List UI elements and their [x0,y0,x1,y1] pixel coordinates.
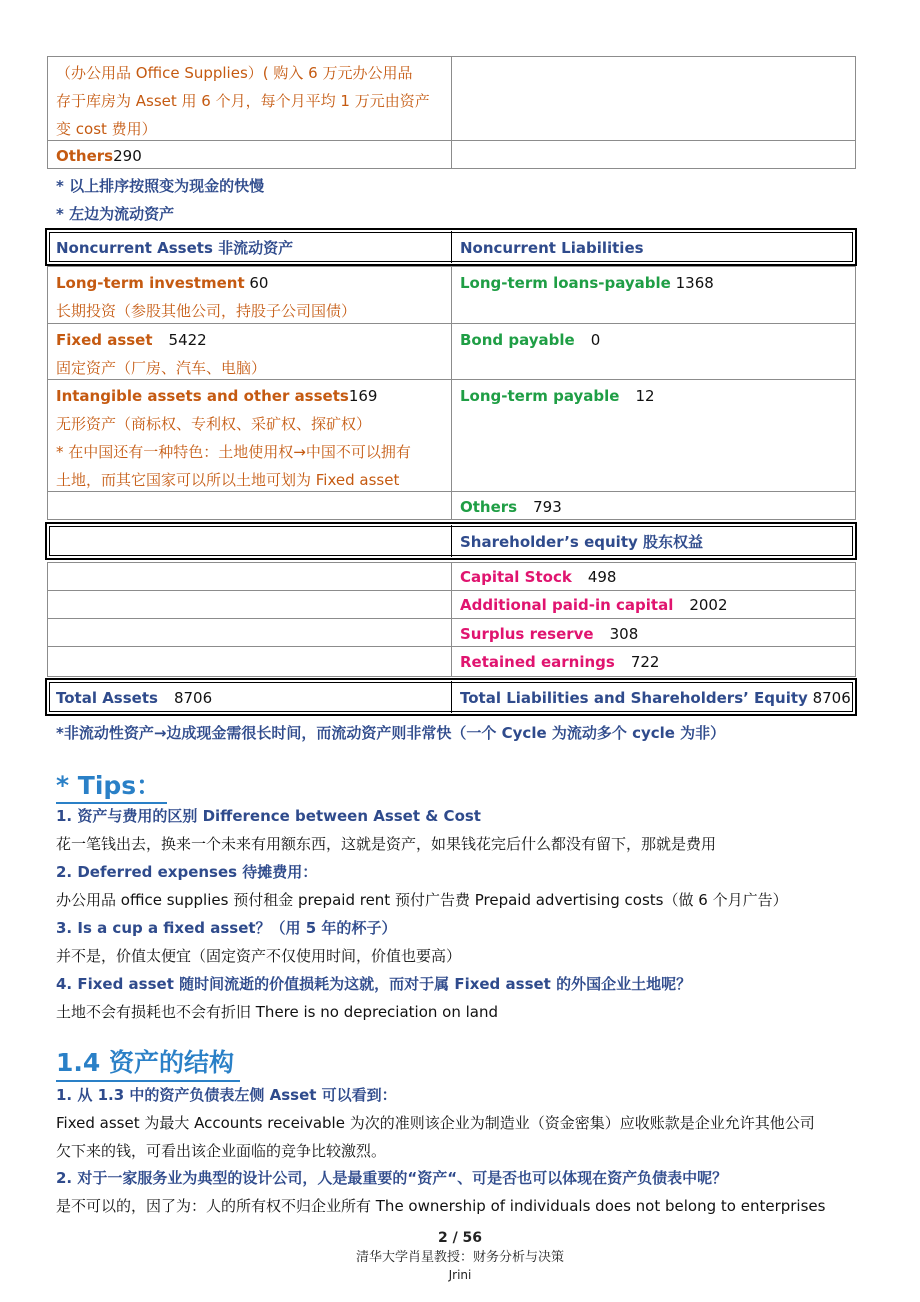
office-supplies-line-1: （办公用品 Office Supplies）( 购入 6 万元办公用品 [56,64,413,82]
section14-answer-1-line-1: Fixed asset 为最大 Accounts receivable 为次的准则该企业为制造业（资金密集）应收账款是企业允许其他公司 [56,1114,815,1132]
table-cell-empty [47,491,452,520]
table-cell-empty [47,618,452,647]
intangible-note-1: * 在中国还有一种特色：土地使用权→中国不可以拥有 [56,443,411,461]
page-number: 2 / 56 [437,1230,483,1246]
intangible-desc: 无形资产（商标权、专利权、采矿权、探矿权） [56,415,372,433]
lt-investment-desc: 长期投资（参股其他公司，持股子公司国债） [56,302,357,320]
office-supplies-line-2: 存于库房为 Asset 用 6 个月，每个月平均 1 万元由资产 [56,92,430,110]
header-divider [451,525,452,557]
table-cell-empty [451,56,856,141]
note-order-by-liquidity: * 以上排序按照变为现金的快慢 [56,177,265,195]
totals-divider [451,681,452,713]
tip-answer-4: 土地不会有损耗也不会有折旧 There is no depreciation on land [56,1003,498,1021]
header-noncurrent-assets: Noncurrent Assets 非流动资产 [56,239,294,257]
capital-stock-label: Capital Stock 498 [460,568,617,586]
office-supplies-line-3: 变 cost 费用） [56,120,157,138]
fixed-asset-desc: 固定资产（厂房、汽车、电脑） [56,359,267,377]
others-current-row: Others290 [56,147,142,165]
fixed-asset-label: Fixed asset 5422 [56,331,207,349]
tip-question-2: 2. Deferred expenses 待摊费用： [56,863,318,881]
header-shareholders-equity: Shareholder’s equity 股东权益 [460,533,703,551]
tip-question-1: 1. 资产与费用的区别 Difference between Asset & Cost [56,807,481,825]
table-cell-empty [451,140,856,169]
note-noncurrent-liquidity: *非流动性资产→边成现金需很长时间，而流动资产则非常快（一个 Cycle 为流动多个 cycle 为非） [56,724,726,742]
tip-answer-1: 花一笔钱出去，换来一个未来有用额东西，这就是资产，如果钱花完后什么都没有留下，那就是费用 [56,835,717,853]
tip-answer-2: 办公用品 office supplies 预付租金 prepaid rent 预付广告费 Prepaid advertising costs（做 6 个月广告） [56,891,788,909]
retained-earnings-label: Retained earnings 722 [460,653,660,671]
lt-investment-label: Long-term investment 60 [56,274,269,292]
lt-loans-label: Long-term loans-payable 1368 [460,274,714,292]
lt-payable-label: Long-term payable 12 [460,387,655,405]
footer-course-title: 清华大学肖星教授：财务分析与决策 [355,1250,564,1265]
bond-payable-label: Bond payable 0 [460,331,601,349]
section14-question-2: 2. 对于一家服务业为典型的设计公司，人是最重要的“资产“、可是否也可以体现在资产负债表中呢？ [56,1169,728,1187]
section-heading-asset-structure: 1.4 资产的结构 [56,1046,240,1082]
tips-heading: * Tips： [56,770,167,804]
header-noncurrent-liabilities: Noncurrent Liabilities [460,239,644,257]
section14-answer-2: 是不可以的，因了为：人的所有权不归企业所有 The ownership of individuals does not belong to enterprises [56,1197,826,1215]
surplus-reserve-label: Surplus reserve 308 [460,625,639,643]
total-liabilities-equity-label: Total Liabilities and Shareholders’ Equity 8706 [460,689,851,707]
table-cell-empty [47,646,452,677]
intangible-note-2: 土地，而其它国家可以所以土地可划为 Fixed asset [56,471,400,489]
header-divider [451,231,452,263]
table-cell-empty [47,562,452,591]
intangible-label: Intangible assets and other assets169 [56,387,378,405]
table-cell-empty [47,590,452,619]
others-liabilities-label: Others 793 [460,498,562,516]
total-assets-label: Total Assets 8706 [56,689,213,707]
tip-answer-3: 并不是，价值太便宜（固定资产不仅使用时间，价值也要高） [56,947,462,965]
note-left-current-assets: * 左边为流动资产 [56,205,175,223]
footer-author: Jrini [448,1268,472,1282]
tip-question-3: 3. Is a cup a fixed asset？（用 5 年的杯子） [56,919,397,937]
apic-label: Additional paid-in capital 2002 [460,596,728,614]
section14-answer-1-line-2: 欠下来的钱，可看出该企业面临的竞争比较激烈。 [56,1142,387,1160]
tip-question-4: 4. Fixed asset 随时间流逝的价值损耗为这就，而对于属 Fixed asset 的外国企业土地呢？ [56,975,692,993]
section14-question-1: 1. 从 1.3 中的资产负债表左侧 Asset 可以看到： [56,1086,397,1104]
